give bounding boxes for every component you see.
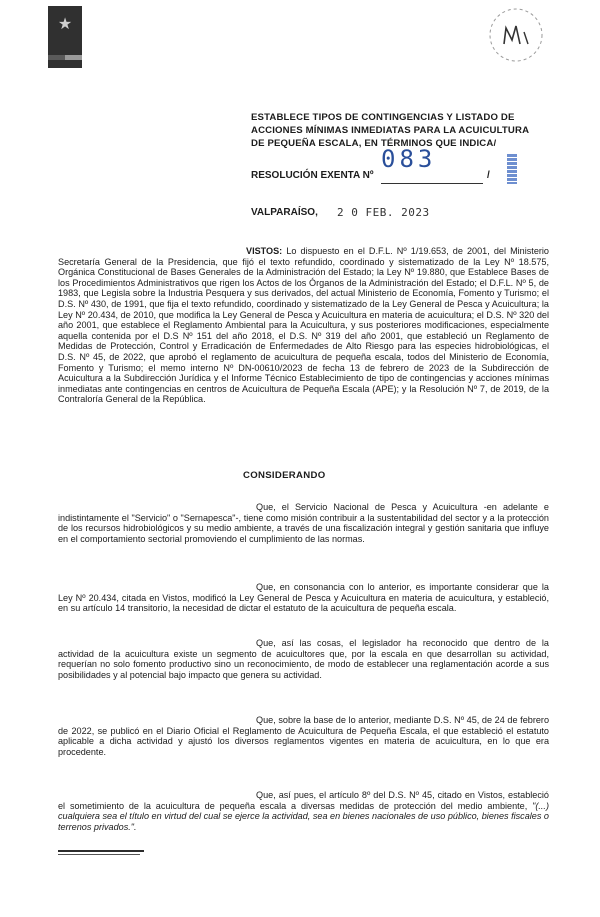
title-line-3: DE PEQUEÑA ESCALA, EN TÉRMINOS QUE INDICA/ <box>251 138 497 149</box>
title-line-1: ESTABLECE TIPOS DE CONTINGENCIAS Y LISTADO DE <box>251 112 515 123</box>
resolution-label: RESOLUCIÓN EXENTA Nº <box>251 170 374 181</box>
considerando-1: Que, el Servicio Nacional de Pesca y Acuicultura -en adelante e indistintamente el "Servicio" o "Sernapesca"-, tiene como misión contribuir a la sustentabilidad del sector y a la protección de los recursos hidrobiológicos y su medio ambiente, a través de una fiscalización integral y gestión sanitaria que influye en el comportamiento sectorial promoviendo el cumplimiento de las normas. <box>58 502 549 544</box>
resolution-line: RESOLUCIÓN EXENTA Nº 083 / <box>251 170 551 181</box>
location-date <box>251 206 430 219</box>
date-stamp: 2 0 FEB. 2023 <box>337 206 430 219</box>
considerando-5-text: Que, así pues, el artículo 8º del D.S. Nº 45, citado en Vistos, estableció el sometimiento de la acuicultura de pequeña escala a diversas medidas de protección del medio ambiente, <box>58 790 549 811</box>
title-line-2: ACCIONES MÍNIMAS INMEDIATAS PARA LA ACUICULTURA <box>251 125 530 136</box>
vistos-lead: VISTOS: <box>246 246 283 256</box>
star-icon: ★ <box>57 16 73 33</box>
government-logo <box>48 6 82 68</box>
ink-stamp-mark <box>507 154 517 184</box>
considerando-3: Que, así las cosas, el legislador ha reconocido que dentro de la actividad de la acuicultura existe un segmento de acuicultores que, por la escala en que desarrollan su actividad, requerían no solo fomento productivo sino un reconocimiento, de modo de establecer una reglamentación acorde a sus posibilidades y al potencial bajo impacto que genera su actividad. <box>58 638 549 680</box>
considerando-5-quote: "(...) cualquiera sea el título en virtud del cual se ejerce la actividad, sea en bienes nacionales de uso público, bienes fiscales o terrenos privados.". <box>58 800 549 832</box>
location: VALPARAÍSO, <box>251 207 318 218</box>
considerando-2: Que, en consonancia con lo anterior, es importante considerar que la Ley Nº 20.434, citada en Vistos, modificó la Ley General de Pesca y Acuicultura en materia de acuicultura, y estableció, en su artículo 14 transitorio, la necesidad de dictar el estatuto de la acuicultura de pequeña escala. <box>58 582 549 614</box>
vistos-paragraph <box>58 246 549 405</box>
signature-line <box>58 850 144 852</box>
handwritten-stamp <box>476 4 554 66</box>
vistos-text: Lo dispuesto en el D.F.L. Nº 1/19.653, de 2001, del Ministerio Secretaría General de la Presidencia, que fijó el texto refundido, coordinado y sistematizado de la Ley Nº 18.575, Orgánica Constitucional de Bases Generales de la Administración del Estado; la Ley Nº 19.880, que Establece Bases de los Procedimientos Administrativos que rigen los Actos de los Órganos de la Administración del Estado; el D.F.L. Nº 5, de 1983, que Legisla sobre la Industria Pesquera y sus derivados, del actual Ministerio de Economía, Fomento y Turismo; el D.S. Nº 430, de 1991, que fija el texto refundido, coordinado y sistematizado de la Ley General de Pesca y Acuicultura; la Ley Nº 20.434, de 2010, que modifica la Ley General de Pesca y Acuicultura en materia de acuicultura; el D.S. Nº 320 del año 2001, que establece el Reglamento Ambiental para la Acuicultura, y sus posteriores modificaciones, especialmente aquella contenida por el D.S Nº 151 del año 2018, el D.S. Nº 319 del año 2001, que estableció un Reglamento de Medidas de Protección, Control y Erradicación de Enfermedades de Alto Riesgo para las especies hidrobiológicas, el D.S. Nº 45, de 2022, que aprobó el reglamento de acuicultura de pequeña escala, todos del Ministerio de Economía, Fomento y Turismo; el memo interno Nº DN-00610/2023 de fecha 13 de febrero de 2023 de la Subdirección de Acuicultura a la Subdirección Jurídica y el Informe Técnico Establecimiento de tipo de contingencias y acciones mínimas inmediatas ante contingencias en centros de Acuicultura de Pequeña Escala (APE); y la Resolución Nº 7, de 2019, de la Contraloría General de la República. <box>58 246 549 405</box>
resolution-number: 083 <box>381 145 437 173</box>
considerando-heading: CONSIDERANDO <box>243 470 326 481</box>
considerando-4: Que, sobre la base de lo anterior, mediante D.S. Nº 45, de 24 de febrero de 2022, se publicó en el Diario Oficial el Reglamento de Acuicultura de Pequeña Escala, el que estableció el estatuto aplicable a dicha actividad y ajustó los diversos reglamentos vigentes en materia de acuicultura, en lo que era procedente. <box>58 715 549 757</box>
considerando-5 <box>58 790 549 832</box>
